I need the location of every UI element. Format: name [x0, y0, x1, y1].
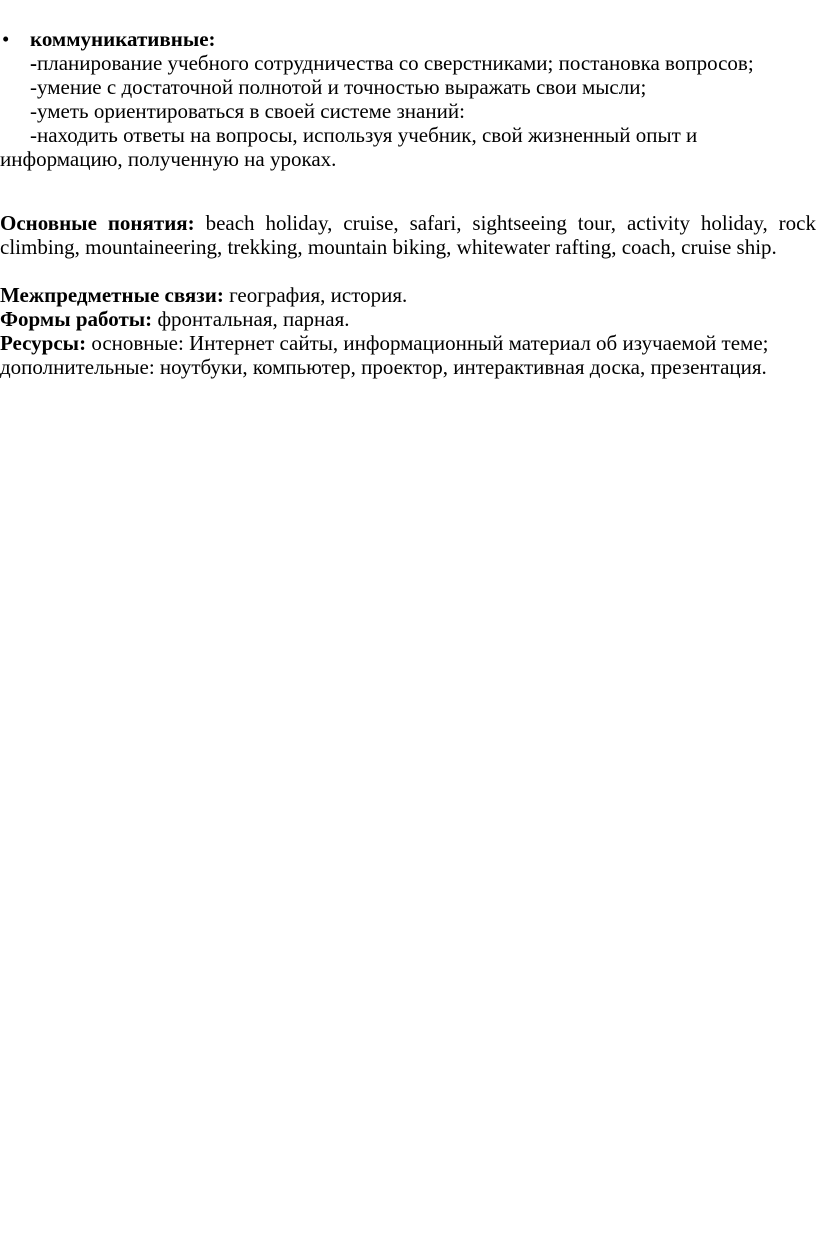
work-forms-label: Формы работы:: [0, 307, 153, 331]
interdisciplinary-label: Межпредметные связи:: [0, 283, 224, 307]
concepts-paragraph: [0, 211, 816, 259]
communicative-line-1-dash: -: [30, 51, 37, 75]
communicative-line-1-text: планирование учебного сотрудничества со сверстниками; постановка вопросов;: [37, 51, 754, 75]
resources-line-2: дополнительные: ноутбуки, компьютер, проектор, интерактивная доска, презентация.: [0, 355, 767, 379]
work-forms-text: фронтальная, парная.: [152, 307, 350, 331]
communicative-line-5: информацию, полученную на уроках.: [0, 147, 337, 171]
communicative-heading: коммуникативные:: [30, 27, 216, 51]
resources-paragraph: [0, 331, 816, 379]
resources-label: Ресурсы:: [0, 331, 87, 355]
communicative-line-1: [0, 51, 816, 75]
vertical-spacer: [0, 259, 816, 283]
resources-line-1: [0, 331, 816, 355]
communicative-line-3: -уметь ориентироваться в своей системе знаний:: [30, 99, 465, 123]
concepts-label: Основные понятия:: [0, 211, 195, 235]
communicative-line-4: -находить ответы на вопросы, используя учебник, свой жизненный опыт и: [30, 123, 698, 147]
interdisciplinary-text: география, история.: [223, 283, 408, 307]
vertical-spacer: [0, 171, 816, 211]
bullet-icon: •: [2, 27, 10, 51]
interdisciplinary-line: [0, 283, 816, 307]
document-page: [0, 27, 816, 379]
work-forms-line: [0, 307, 816, 331]
concepts-line-2: climbing, mountaineering, trekking, mountain biking, whitewater rafting, coach, cruise ship.: [0, 235, 777, 259]
resources-text-1: основные: Интернет сайты, информационный материал об изучаемой теме;: [86, 331, 769, 355]
communicative-line-2: -умение с достаточной полнотой и точностью выражать свои мысли;: [30, 75, 647, 99]
concepts-text-1: beach holiday, cruise, safari, sightseeing tour, activity holiday, rock: [194, 211, 816, 235]
communicative-heading-line: [0, 27, 816, 51]
concepts-line-1: [0, 211, 816, 235]
